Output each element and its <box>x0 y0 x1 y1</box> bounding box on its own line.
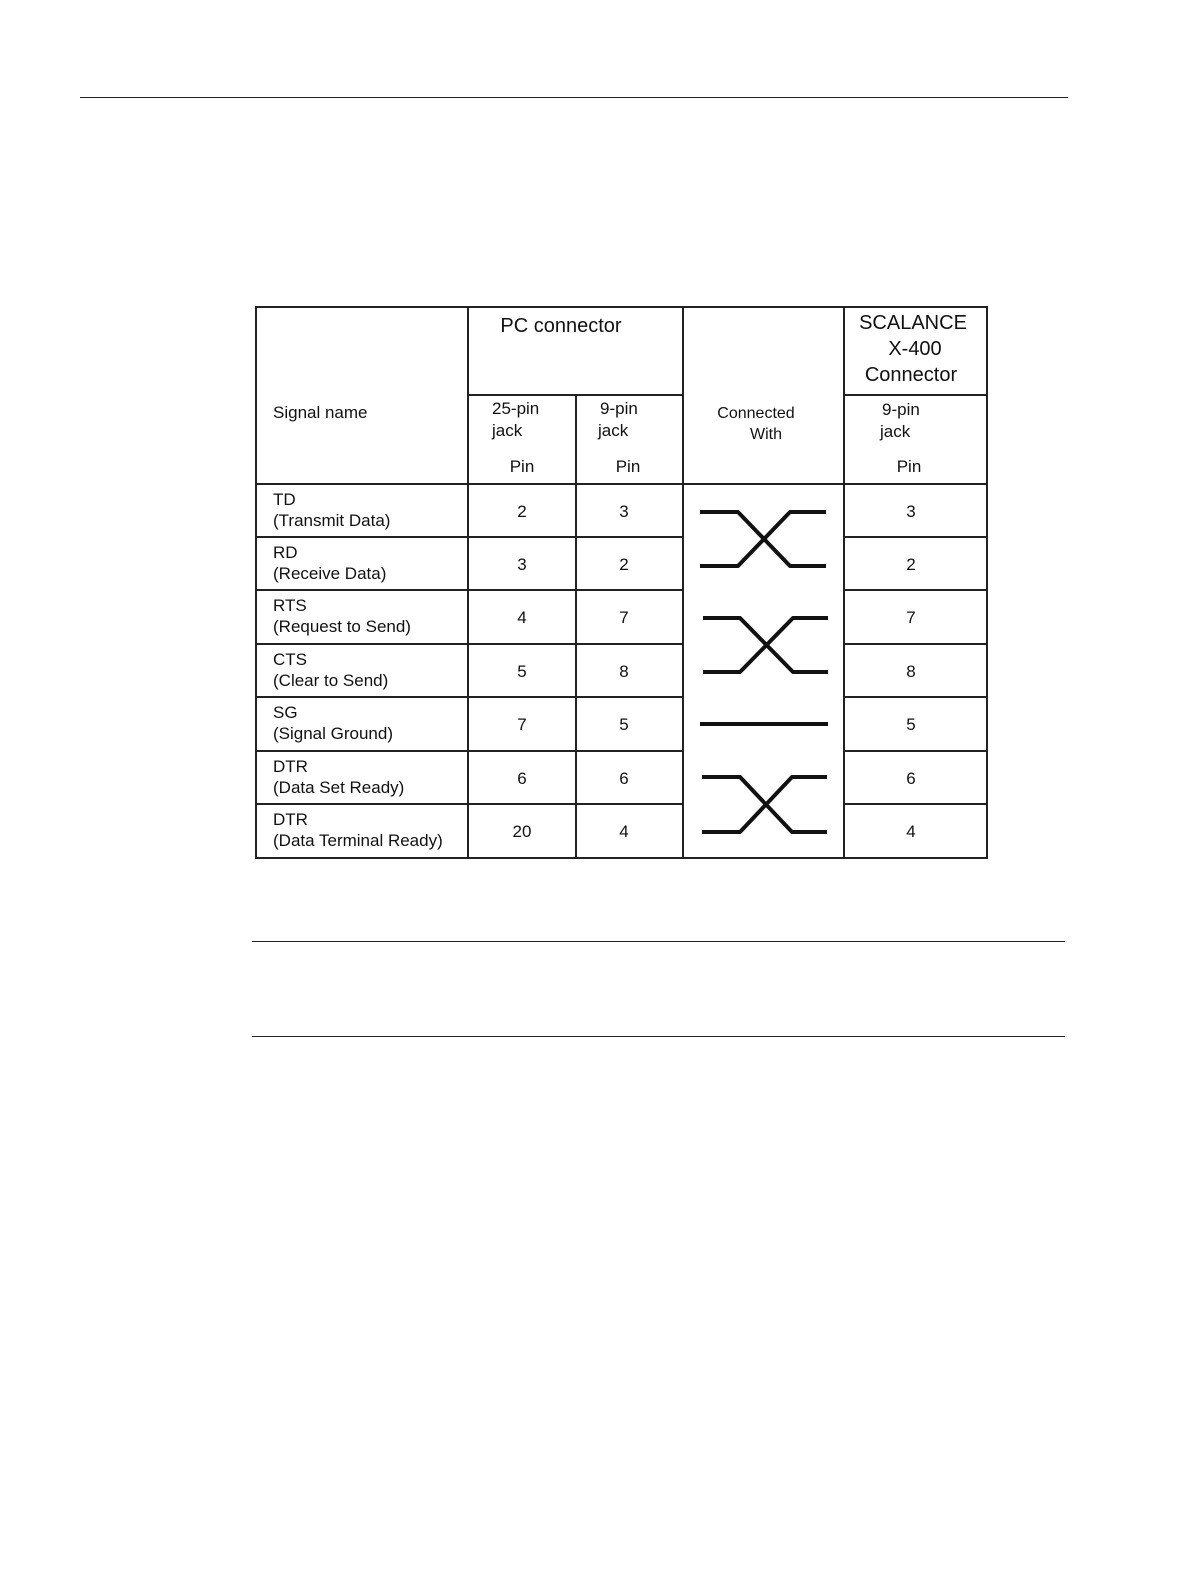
header-9pin-line1: 9-pin <box>600 399 638 418</box>
header-scalance-line1: SCALANCE <box>859 312 967 334</box>
signal-abbr: RTS <box>273 596 307 615</box>
header-scalance-pin-line1: 9-pin <box>882 400 920 419</box>
wire-crossover-dtr-b <box>702 777 827 832</box>
pin-25: 3 <box>517 554 527 574</box>
signal-abbr: SG <box>273 703 298 722</box>
header-connected-line2: With <box>750 426 782 443</box>
header-signal-name: Signal name <box>273 403 368 422</box>
pin-scalance: 8 <box>906 661 916 681</box>
header-scalance-line2: X-400 <box>888 338 942 360</box>
signal-description: (Receive Data) <box>273 564 387 583</box>
signal-description: (Transmit Data) <box>273 511 391 530</box>
header-9pin-line2: jack <box>598 421 629 440</box>
pin-25: 2 <box>517 501 527 521</box>
signal-abbr: RD <box>273 543 298 562</box>
header-25pin-line2: jack <box>492 421 523 440</box>
pin-25: 20 <box>512 821 532 841</box>
pin-scalance: 5 <box>906 714 916 734</box>
header-connected-line1: Connected <box>717 405 795 422</box>
pin-25: 4 <box>517 607 527 627</box>
pin-scalance: 4 <box>906 821 916 841</box>
pin-scalance: 2 <box>906 554 916 574</box>
pin-scalance: 3 <box>906 501 916 521</box>
pin-25: 7 <box>517 714 527 734</box>
signal-description: (Data Set Ready) <box>273 778 405 797</box>
header-scalance-pin-line2: jack <box>880 422 911 441</box>
signal-abbr: DTR <box>273 757 308 776</box>
pin-25: 5 <box>517 661 527 681</box>
header-scalance-line3: Connector <box>864 364 958 386</box>
wiring-diagram <box>700 512 828 832</box>
header-pc-connector: PC connector <box>500 315 622 337</box>
signal-abbr: TD <box>273 490 296 509</box>
signal-abbr: DTR <box>273 810 308 829</box>
header-25pin-line1: 25-pin <box>492 399 540 418</box>
pin-9: 3 <box>619 501 629 521</box>
pin-9: 8 <box>619 661 629 681</box>
signal-description: (Clear to Send) <box>273 671 389 690</box>
signal-description: (Signal Ground) <box>273 724 394 743</box>
wire-crossover-td-rd-b <box>700 512 826 566</box>
pin-9: 7 <box>619 607 629 627</box>
pin-9: 6 <box>619 768 629 788</box>
header-25pin-unit: Pin <box>509 457 535 476</box>
pin-9: 2 <box>619 554 629 574</box>
pin-25: 6 <box>517 768 527 788</box>
pin-9: 4 <box>619 821 629 841</box>
signal-abbr: CTS <box>273 650 307 669</box>
signal-description: (Data Terminal Ready) <box>273 831 443 850</box>
table-row <box>273 543 916 583</box>
pin-scalance: 6 <box>906 768 916 788</box>
header-9pin-unit: Pin <box>615 457 641 476</box>
pin-scalance: 7 <box>906 607 916 627</box>
wire-crossover-rts-cts-b <box>703 618 828 672</box>
header-scalance-pin-unit: Pin <box>896 457 922 476</box>
pin-9: 5 <box>619 714 629 734</box>
signal-description: (Request to Send) <box>273 617 411 636</box>
